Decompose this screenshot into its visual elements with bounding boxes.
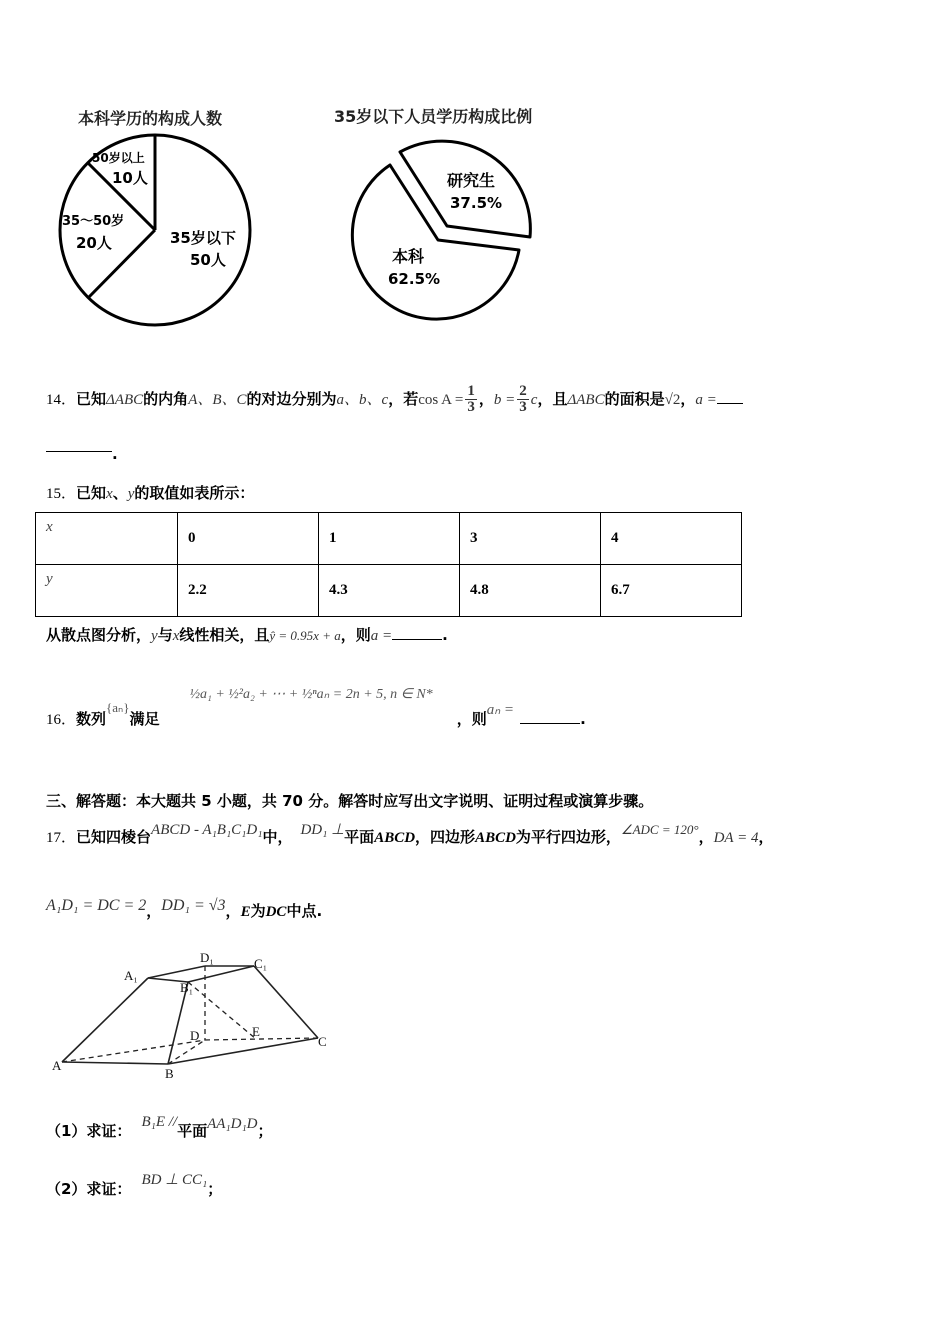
q17-dc: DC <box>265 904 287 920</box>
q16-sequence: {aₙ} <box>106 700 130 715</box>
q15-text: 与 <box>157 626 173 644</box>
right-chart-title: 35岁以下人员学历构成比例 <box>334 107 533 126</box>
q17-text: 中， <box>262 828 293 846</box>
q14-text: 的对边分别为 <box>246 390 337 408</box>
q14-answer-blank[interactable] <box>717 391 743 404</box>
q17-number: 17． <box>46 830 77 846</box>
q17-p1-plane: AA₁D₁D <box>207 1116 258 1132</box>
left-slice-label-2: 35岁以下 <box>170 229 236 247</box>
q17-text: 平面 <box>344 828 375 846</box>
q14-text: ，且 <box>537 390 568 408</box>
right-slice-label-1: 本科 <box>392 247 425 266</box>
q15-text: 线性相关，且 <box>179 626 270 644</box>
q17-perp: DD₁ ⊥ <box>300 822 345 838</box>
left-slice-value-2: 50人 <box>190 251 226 269</box>
label-B: B <box>165 1066 174 1081</box>
q14-answer-blank-cont[interactable] <box>46 451 112 452</box>
label-C: C <box>318 1034 327 1049</box>
q16-text: 满足 <box>129 710 160 728</box>
q15-text: 的取值如表所示： <box>134 484 255 502</box>
q15-answer-blank[interactable] <box>392 627 442 640</box>
q16-number: 16． <box>46 712 77 728</box>
q17-text: ，四边形 <box>415 828 476 846</box>
q17-part-2 <box>46 1172 223 1199</box>
q15-regression-eq: ŷ = 0.95x + a <box>269 628 341 643</box>
q14-sides: a、b、c <box>336 392 389 408</box>
q14-period: . <box>112 445 118 463</box>
q16-text: ，则 <box>456 710 487 728</box>
table-cell: 1 <box>319 513 460 565</box>
q15-number: 15． <box>46 486 77 502</box>
q15-y-2: y <box>151 628 158 644</box>
xy-table <box>35 512 742 617</box>
table-row-y <box>36 565 742 617</box>
label-A: A <box>52 1058 62 1073</box>
q17-p2-label: （2）求证： <box>46 1180 132 1198</box>
table-cell: 3 <box>460 513 601 565</box>
label-E: E <box>252 1024 260 1039</box>
q14-f1-den: 3 <box>467 399 475 415</box>
table-cell: 4.3 <box>319 565 460 617</box>
label-B1: B₁ <box>180 980 194 995</box>
q16-period: . <box>580 710 586 728</box>
q14-text: 的面积是 <box>604 390 665 408</box>
q15-text: 已知 <box>76 484 107 502</box>
table-header-x: x <box>36 513 178 565</box>
q14-text: ， <box>680 390 696 408</box>
q15-text: ，则 <box>340 626 371 644</box>
q17-da: DA = 4 <box>713 830 759 846</box>
q15-statement <box>46 624 448 645</box>
q17-p2-end: ； <box>207 1180 223 1198</box>
question-15 <box>46 482 254 503</box>
question-14 <box>46 384 743 415</box>
table-cell: 2.2 <box>178 565 319 617</box>
q17-text: ， <box>225 902 241 920</box>
q14-triangle: ΔABC <box>106 392 144 408</box>
q17-p1-text: 平面 <box>177 1122 208 1140</box>
q14-number: 14． <box>46 392 77 408</box>
q17-line-2 <box>46 897 323 921</box>
q16-answer-blank[interactable] <box>520 711 580 724</box>
q17-p1-math: B₁E // <box>141 1114 178 1130</box>
q17-text: ， <box>698 828 714 846</box>
q17-angle: ∠ADC = 120° <box>620 822 699 837</box>
table-header-y: y <box>36 565 178 617</box>
q15-x: x <box>106 486 113 502</box>
left-slice-value-0: 10人 <box>112 169 148 187</box>
q17-a1d1: A₁D₁ = DC = 2 <box>46 897 147 914</box>
q14-f2-den: 3 <box>519 399 527 415</box>
q17-p1-label: （1）求证： <box>46 1122 132 1140</box>
q15-text: 、 <box>112 484 128 502</box>
q17-p1-end: ； <box>257 1122 273 1140</box>
right-slice-value-0: 37.5% <box>450 194 503 212</box>
q15-a-eq: a = <box>370 628 393 644</box>
q17-solid: ABCD - A₁B₁C₁D₁ <box>151 822 263 838</box>
q17-text: ， <box>758 828 774 846</box>
q14-c: c <box>530 392 538 408</box>
q15-y: y <box>127 486 135 502</box>
q17-plane: ABCD <box>374 830 416 846</box>
q14-text: 的内角 <box>143 390 189 408</box>
table-cell: 6.7 <box>601 565 742 617</box>
frustum-figure <box>40 940 350 1085</box>
q14-text: ，若 <box>388 390 419 408</box>
q16-an-eq: aₙ = <box>486 702 515 718</box>
pie-charts <box>0 0 950 340</box>
q14-sqrt: √2 <box>664 392 681 408</box>
left-slice-value-1: 20人 <box>76 234 112 252</box>
right-slice-label-0: 研究生 <box>447 171 496 190</box>
left-chart-title: 本科学历的构成人数 <box>78 109 223 128</box>
q15-text: 从散点图分析， <box>46 626 152 644</box>
q17-text: 中点. <box>286 902 323 920</box>
q17-text: 已知四棱台 <box>76 828 152 846</box>
label-D1: D₁ <box>200 950 214 965</box>
q14-fraction-2 <box>517 384 529 415</box>
right-slice-value-1: 62.5% <box>388 270 441 288</box>
label-A1: A₁ <box>124 968 138 983</box>
q14-cos: cos A = <box>418 392 464 408</box>
label-D: D <box>190 1028 200 1043</box>
question-16 <box>46 687 586 729</box>
q16-formula: ½a₁ + ½²a₂ + ⋯ + ½ⁿaₙ = 2n + 5, n ∈ N* <box>189 687 433 702</box>
q17-e: E <box>240 904 251 920</box>
q14-triangle-2: ΔABC <box>567 392 605 408</box>
q17-text: 为平行四边形， <box>515 828 621 846</box>
q14-b-eq: b = <box>493 392 516 408</box>
q17-part-1 <box>46 1114 273 1141</box>
q14-f1-num: 1 <box>467 383 475 399</box>
left-slice-label-1: 35～50岁 <box>62 214 125 229</box>
table-cell: 4.8 <box>460 565 601 617</box>
q17-quad: ABCD <box>475 830 516 846</box>
q15-x-2: x <box>172 628 180 644</box>
q17-text: ， <box>146 902 162 920</box>
table-cell: 0 <box>178 513 319 565</box>
table-cell: 4 <box>601 513 742 565</box>
q17-dd1: DD₁ = √3 <box>161 897 226 914</box>
q14-text: 已知 <box>76 390 107 408</box>
q14-angles: A、B、C <box>188 392 247 408</box>
section-3-heading: 三、解答题：本大题共 5 小题，共 70 分。解答时应写出文字说明、证明过程或演算步骤。 <box>46 792 654 810</box>
q14-fraction-1 <box>465 384 477 415</box>
label-C1: C₁ <box>254 956 268 971</box>
q14-text: ， <box>478 390 494 408</box>
q16-text: 数列 <box>76 710 107 728</box>
q17-p2-math: BD ⊥ CC₁ <box>141 1172 208 1188</box>
q15-period: . <box>442 626 448 644</box>
q14-a-eq: a = <box>695 392 717 408</box>
q14-f2-num: 2 <box>519 383 527 399</box>
question-17 <box>46 822 774 847</box>
q17-text: 为 <box>250 902 266 920</box>
left-slice-label-0: 50岁以上 <box>92 151 145 165</box>
table-row-x <box>36 513 742 565</box>
